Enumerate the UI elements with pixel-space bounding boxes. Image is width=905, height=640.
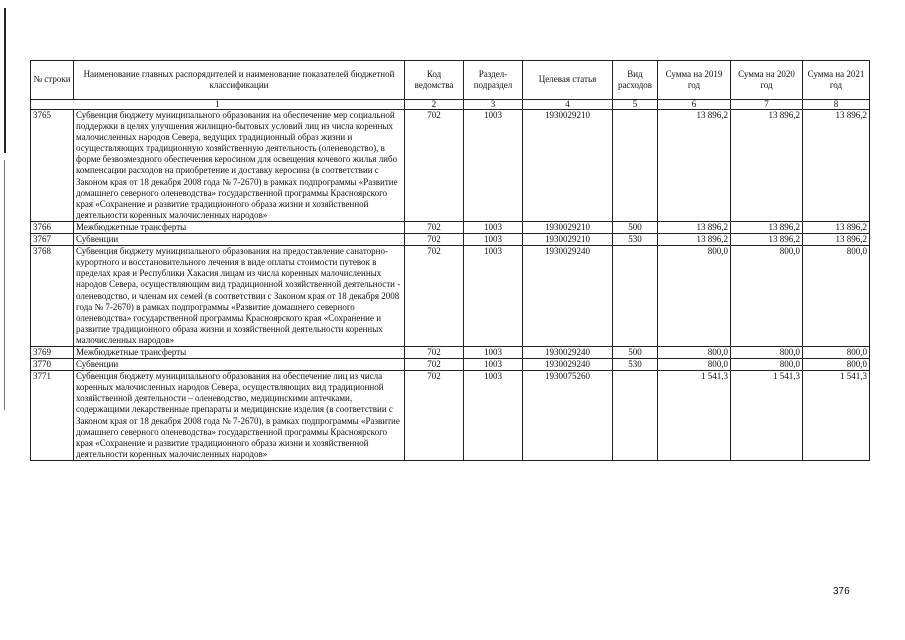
column-number: 4 [523,100,613,110]
row-name: Межбюджетные трансферты [74,221,405,233]
row-sum-2020: 800,0 [731,346,803,358]
table-row [31,371,870,461]
column-number: 7 [731,100,803,110]
row-expense-type: 500 [613,221,658,233]
row-name: Субвенция бюджету муниципального образования на обеспечение мер социальной поддержки в целях улучшения жилищно-бытовых условий лиц из числа коренных малочисленных народов Севера, ведущих традиционный образ жизни и осуществляющих традиционную хозяйственную деятельность (оленеводство), в форме безвозмездного обеспечения керосином для освещения кочевого жилья либо компенсации расходов на приобретение и доставку керосина (в соответствии с Законом края от 18 декабря 2008 года № 7-2670) в рамках подпрограммы «Развитие домашнего северного оленеводства» государственной программы Красноярского края «Сохранение и развитие традиционного образа жизни и хозяйственной деятельности коренных малочисленных народов» [74,110,405,222]
row-name: Субвенция бюджету муниципального образования на обеспечение лиц из числа коренных малочисленных народов Севера, осуществляющих вид традиционной хозяйственной деятельности – оленеводство, медицинскими аптечками, содержащими лекарственные препараты и медицинские изделия (в соответствии с Законом края от 18 декабря 2008 года № 7-2670), в рамках подпрограммы «Развитие домашнего северного оленеводства» государственной программы Красноярского края «Сохранение и развитие традиционного образа жизни и хозяйственной деятельности коренных малочисленных народов» [74,371,405,461]
left-margin-rule-faint [4,160,5,410]
row-section: 1003 [464,359,523,371]
row-number: 3771 [31,371,74,461]
table-row [31,246,870,347]
header-name: Наименование главных распорядителей и наименование показателей бюджетной классификации [74,61,405,100]
row-expense-type [613,246,658,347]
row-sum-2021: 800,0 [803,346,870,358]
row-expense-type: 530 [613,359,658,371]
row-sum-2020: 800,0 [731,246,803,347]
row-sum-2019: 1 541,3 [658,371,731,461]
header-dept-code: Код ведомства [405,61,464,100]
row-expense-type [613,110,658,222]
row-expense-type [613,371,658,461]
header-row-no: № строки [31,61,74,100]
row-sum-2020: 13 896,2 [731,234,803,246]
table-row [31,221,870,233]
row-sum-2021: 1 541,3 [803,371,870,461]
row-section: 1003 [464,346,523,358]
row-name: Межбюджетные трансферты [74,346,405,358]
row-sum-2020: 1 541,3 [731,371,803,461]
row-target: 1930029210 [523,234,613,246]
row-sum-2019: 800,0 [658,359,731,371]
row-name: Субвенции [74,234,405,246]
row-expense-type: 500 [613,346,658,358]
row-number: 3766 [31,221,74,233]
row-section: 1003 [464,246,523,347]
row-sum-2019: 13 896,2 [658,110,731,222]
row-target: 1930029210 [523,110,613,222]
row-sum-2019: 800,0 [658,246,731,347]
row-name: Субвенции [74,359,405,371]
header-expense-type: Вид расходов [613,61,658,100]
table-row [31,234,870,246]
column-number: 1 [31,100,405,110]
header-sum-2021: Сумма на 2021 год [803,61,870,100]
row-dept-code: 702 [405,371,464,461]
row-dept-code: 702 [405,346,464,358]
row-number: 3770 [31,359,74,371]
row-section: 1003 [464,371,523,461]
column-number: 8 [803,100,870,110]
row-expense-type: 530 [613,234,658,246]
column-number-row [31,100,870,110]
row-target: 1930029210 [523,221,613,233]
column-number: 2 [405,100,464,110]
table-row [31,346,870,358]
header-row [31,61,870,100]
header-section: Раздел-подраздел [464,61,523,100]
row-sum-2021: 13 896,2 [803,110,870,222]
row-sum-2019: 800,0 [658,346,731,358]
budget-table [30,60,870,461]
column-number: 5 [613,100,658,110]
header-sum-2020: Сумма на 2020 год [731,61,803,100]
table-row [31,359,870,371]
row-sum-2020: 800,0 [731,359,803,371]
row-sum-2021: 800,0 [803,246,870,347]
row-sum-2020: 13 896,2 [731,110,803,222]
row-name: Субвенция бюджету муниципального образования на предоставление санаторно-курортного и восстановительного лечения в виде оплаты стоимости путевок в пределах края и Республики Хакасия лицам из числа коренных малочисленных народов Севера, осуществляющим вид традиционной хозяйственной деятельности - оленеводство, и членам их семей (в соответствии с Законом края от 18 декабря 2008 года № 7-2670) в рамках подпрограммы «Развитие домашнего северного оленеводства» государственной программы Красноярского края «Сохранение и развитие традиционного образа жизни и хозяйственной деятельности коренных малочисленных народов» [74,246,405,347]
row-sum-2019: 13 896,2 [658,234,731,246]
row-sum-2020: 13 896,2 [731,221,803,233]
column-number: 3 [464,100,523,110]
row-dept-code: 702 [405,359,464,371]
row-target: 1930075260 [523,371,613,461]
row-sum-2021: 800,0 [803,359,870,371]
left-margin-rule [4,8,6,153]
row-target: 1930029240 [523,359,613,371]
row-dept-code: 702 [405,221,464,233]
row-sum-2021: 13 896,2 [803,234,870,246]
row-dept-code: 702 [405,234,464,246]
column-number: 6 [658,100,731,110]
row-section: 1003 [464,221,523,233]
row-sum-2019: 13 896,2 [658,221,731,233]
row-number: 3769 [31,346,74,358]
row-section: 1003 [464,110,523,222]
row-sum-2021: 13 896,2 [803,221,870,233]
row-number: 3767 [31,234,74,246]
row-dept-code: 702 [405,110,464,222]
header-sum-2019: Сумма на 2019 год [658,61,731,100]
page-number: 376 [833,586,850,597]
row-number: 3768 [31,246,74,347]
row-section: 1003 [464,234,523,246]
row-number: 3765 [31,110,74,222]
table-row [31,110,870,222]
row-target: 1930029240 [523,246,613,347]
row-target: 1930029240 [523,346,613,358]
row-dept-code: 702 [405,246,464,347]
header-target: Целевая статья [523,61,613,100]
